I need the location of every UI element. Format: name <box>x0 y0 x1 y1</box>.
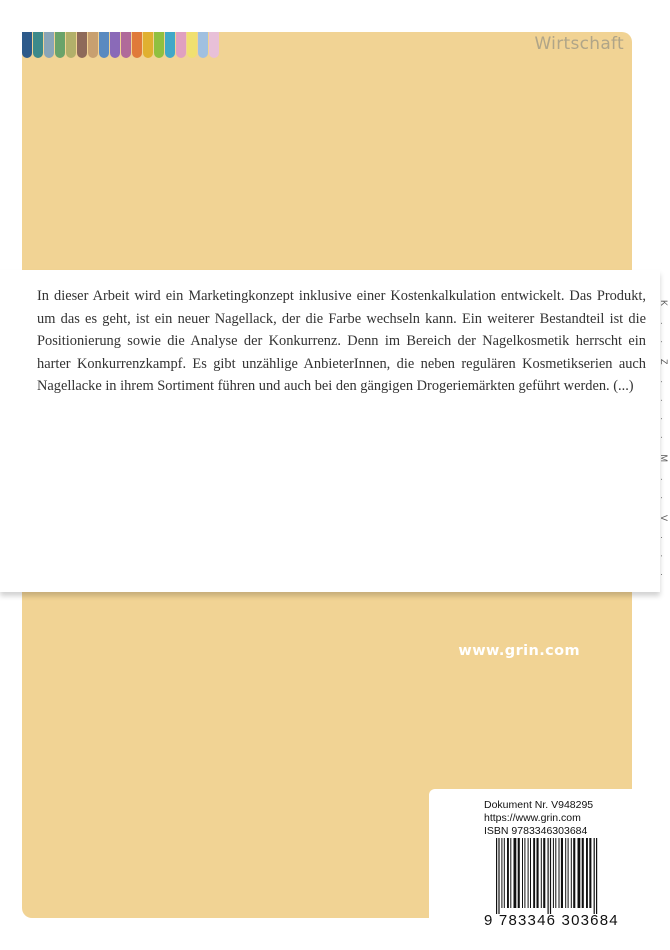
category-label: Wirtschaft <box>534 34 624 54</box>
barcode-bar <box>565 838 566 908</box>
spine-title: K..Z....M..V... <box>659 300 669 592</box>
barcode-bar <box>514 838 517 908</box>
color-stripe <box>132 32 142 58</box>
barcode-bar <box>543 838 545 908</box>
barcode-bar <box>501 838 502 908</box>
color-stripe <box>165 32 175 58</box>
barcode-bar <box>553 838 554 908</box>
barcode-bar <box>561 838 563 908</box>
barcode-bar <box>533 838 535 908</box>
barcode-bar <box>589 838 591 908</box>
publisher-url: https://www.grin.com <box>484 812 581 824</box>
barcode-bar <box>537 838 539 908</box>
barcode-bar <box>530 838 531 908</box>
barcode-bar <box>524 838 525 908</box>
barcode-bar <box>555 838 556 908</box>
color-stripe <box>121 32 131 58</box>
color-stripes <box>22 32 220 58</box>
book-spine <box>657 300 670 820</box>
barcode-bar <box>510 838 511 908</box>
publisher-website: www.grin.com <box>458 643 580 659</box>
color-stripe <box>143 32 153 58</box>
barcode-bar <box>582 838 584 908</box>
publication-info-box <box>429 789 653 937</box>
barcode-bar <box>507 838 509 908</box>
color-stripe <box>88 32 98 58</box>
color-stripe <box>187 32 197 58</box>
color-stripe <box>176 32 186 58</box>
color-stripe <box>22 32 32 58</box>
barcode-bar <box>550 838 551 914</box>
barcode-bar <box>559 838 560 908</box>
barcode-bar <box>528 838 529 908</box>
barcode-bar <box>568 838 569 908</box>
color-stripe <box>154 32 164 58</box>
isbn-number: ISBN 9783346303684 <box>484 825 588 837</box>
color-stripe <box>110 32 120 58</box>
color-stripe <box>77 32 87 58</box>
color-stripe <box>33 32 43 58</box>
book-blurb: In dieser Arbeit wird ein Marketingkonzept inklusive einer Kostenkalkulation entwickelt. Das Produkt, um das es geht, ist ein neuer Nagellack, der die Farbe wechseln kann. Ein weiterer Bestandteil ist die Positionierung sowie die Analyse der Konkurrenz. Denn im Bereich der Nagelkosmetik herrscht ein harter Konkurrenzkampf. Es gibt unzählige AnbieterInnen, die neben regulären Kosmetikserien auch Nagellacke in ihrem Sortiment führen und auch bei den gängigen Drogeriemärkten geführt werden. (...) <box>37 288 646 395</box>
barcode-bar <box>522 838 523 908</box>
document-number: Dokument Nr. V948295 <box>484 799 594 811</box>
barcode-bar <box>498 838 499 914</box>
color-stripe <box>198 32 208 58</box>
barcode-bar <box>571 838 572 908</box>
color-stripe <box>55 32 65 58</box>
isbn-barcode <box>494 838 644 922</box>
barcode-bar <box>518 838 520 908</box>
blurb-panel <box>0 270 660 592</box>
barcode-bar <box>504 838 505 908</box>
barcode-bar <box>596 838 597 914</box>
color-stripe <box>66 32 76 58</box>
barcode-bar <box>578 838 581 908</box>
barcode-bar <box>586 838 588 908</box>
color-stripe <box>44 32 54 58</box>
barcode-bar <box>594 838 595 914</box>
barcode-bar <box>496 838 497 914</box>
color-stripe <box>99 32 109 58</box>
barcode-digits: 9 783346 303684 <box>484 912 619 929</box>
publication-meta <box>484 799 593 838</box>
barcode-bar <box>548 838 549 914</box>
color-stripe <box>209 32 219 58</box>
barcode-bar <box>573 838 575 908</box>
barcode-bar <box>541 838 542 908</box>
